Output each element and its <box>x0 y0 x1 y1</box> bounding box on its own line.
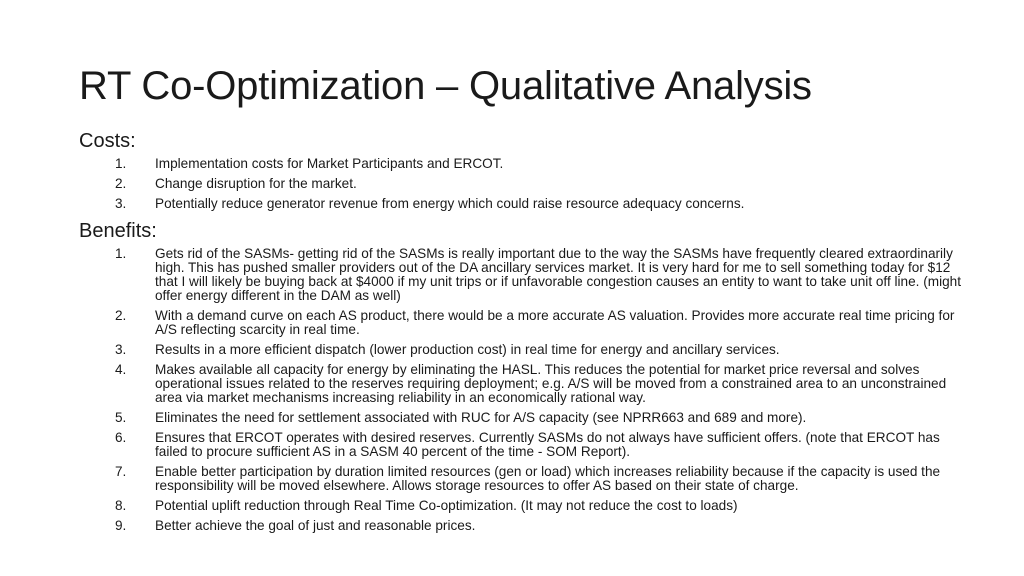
list-item-text: Gets rid of the SASMs- getting rid of the SASMs is really important due to the way the SASMs have frequently cleared extraordinarily high. This has pushed smaller providers out of the DA ancillary services market. It is very hard for me to sell something today for $12 that I will likely be buying back at $4000 if my unit trips or if unfavorable congestion causes an entity to want to take unit off line. (might offer energy different in the DAM as well) <box>155 246 961 303</box>
slide-title: RT Co-Optimization – Qualitative Analysis <box>79 64 812 108</box>
costs-heading: Costs: <box>79 130 136 152</box>
list-item-number: 2. <box>115 176 127 191</box>
benefits-heading: Benefits: <box>79 220 157 242</box>
list-item-text: With a demand curve on each AS product, there would be a more accurate AS valuation. Provides more accurate real time pricing for A/S reflecting scarcity in real time. <box>155 308 955 337</box>
list-item-text: Implementation costs for Market Participants and ERCOT. <box>155 156 504 171</box>
list-item-text: Eliminates the need for settlement associated with RUC for A/S capacity (see NPRR663 and 689 and more). <box>155 410 807 425</box>
list-item-number: 7. <box>115 464 127 479</box>
list-item-number: 3. <box>115 342 127 357</box>
list-item <box>0 177 1024 191</box>
list-item <box>0 247 1024 303</box>
list-item <box>0 411 1024 425</box>
list-item <box>0 309 1024 337</box>
list-item-text: Better achieve the goal of just and reasonable prices. <box>155 518 476 533</box>
benefits-list <box>0 247 1024 533</box>
list-item-number: 4. <box>115 362 127 377</box>
list-item-text: Makes available all capacity for energy by eliminating the HASL. This reduces the potential for market price reversal and solves operational issues related to the reserves requiring deployment; e.g. A/S will be moved from a constrained area to an unconstrained area via market mechanisms increasing reliability in an economically rational way. <box>155 362 947 405</box>
list-item-number: 1. <box>115 246 127 261</box>
list-item <box>0 363 1024 405</box>
list-item-number: 8. <box>115 498 127 513</box>
list-item-number: 2. <box>115 308 127 323</box>
list-item-number: 3. <box>115 196 127 211</box>
list-item-text: Results in a more efficient dispatch (lower production cost) in real time for energy and ancillary services. <box>155 342 780 357</box>
list-item <box>0 499 1024 513</box>
list-item-text: Ensures that ERCOT operates with desired reserves. Currently SASMs do not always have sufficient offers. (note that ERCOT has failed to procure sufficient AS in a SASM 40 percent of the time - SOM Report). <box>155 430 940 459</box>
list-item-number: 1. <box>115 156 127 171</box>
list-item <box>0 197 1024 211</box>
costs-list <box>0 157 1024 211</box>
list-item <box>0 431 1024 459</box>
list-item-number: 6. <box>115 430 127 445</box>
list-item-text: Potential uplift reduction through Real Time Co-optimization. (It may not reduce the cost to loads) <box>155 498 738 513</box>
list-item <box>0 465 1024 493</box>
list-item-text: Change disruption for the market. <box>155 176 357 191</box>
list-item <box>0 343 1024 357</box>
list-item-text: Potentially reduce generator revenue from energy which could raise resource adequacy concerns. <box>155 196 745 211</box>
list-item-number: 9. <box>115 518 127 533</box>
list-item-number: 5. <box>115 410 127 425</box>
list-item-text: Enable better participation by duration limited resources (gen or load) which increases reliability because if the capacity is used the responsibility will be moved elsewhere. Allows storage resources to offer AS based on their state of charge. <box>155 464 941 493</box>
list-item <box>0 157 1024 171</box>
list-item <box>0 519 1024 533</box>
